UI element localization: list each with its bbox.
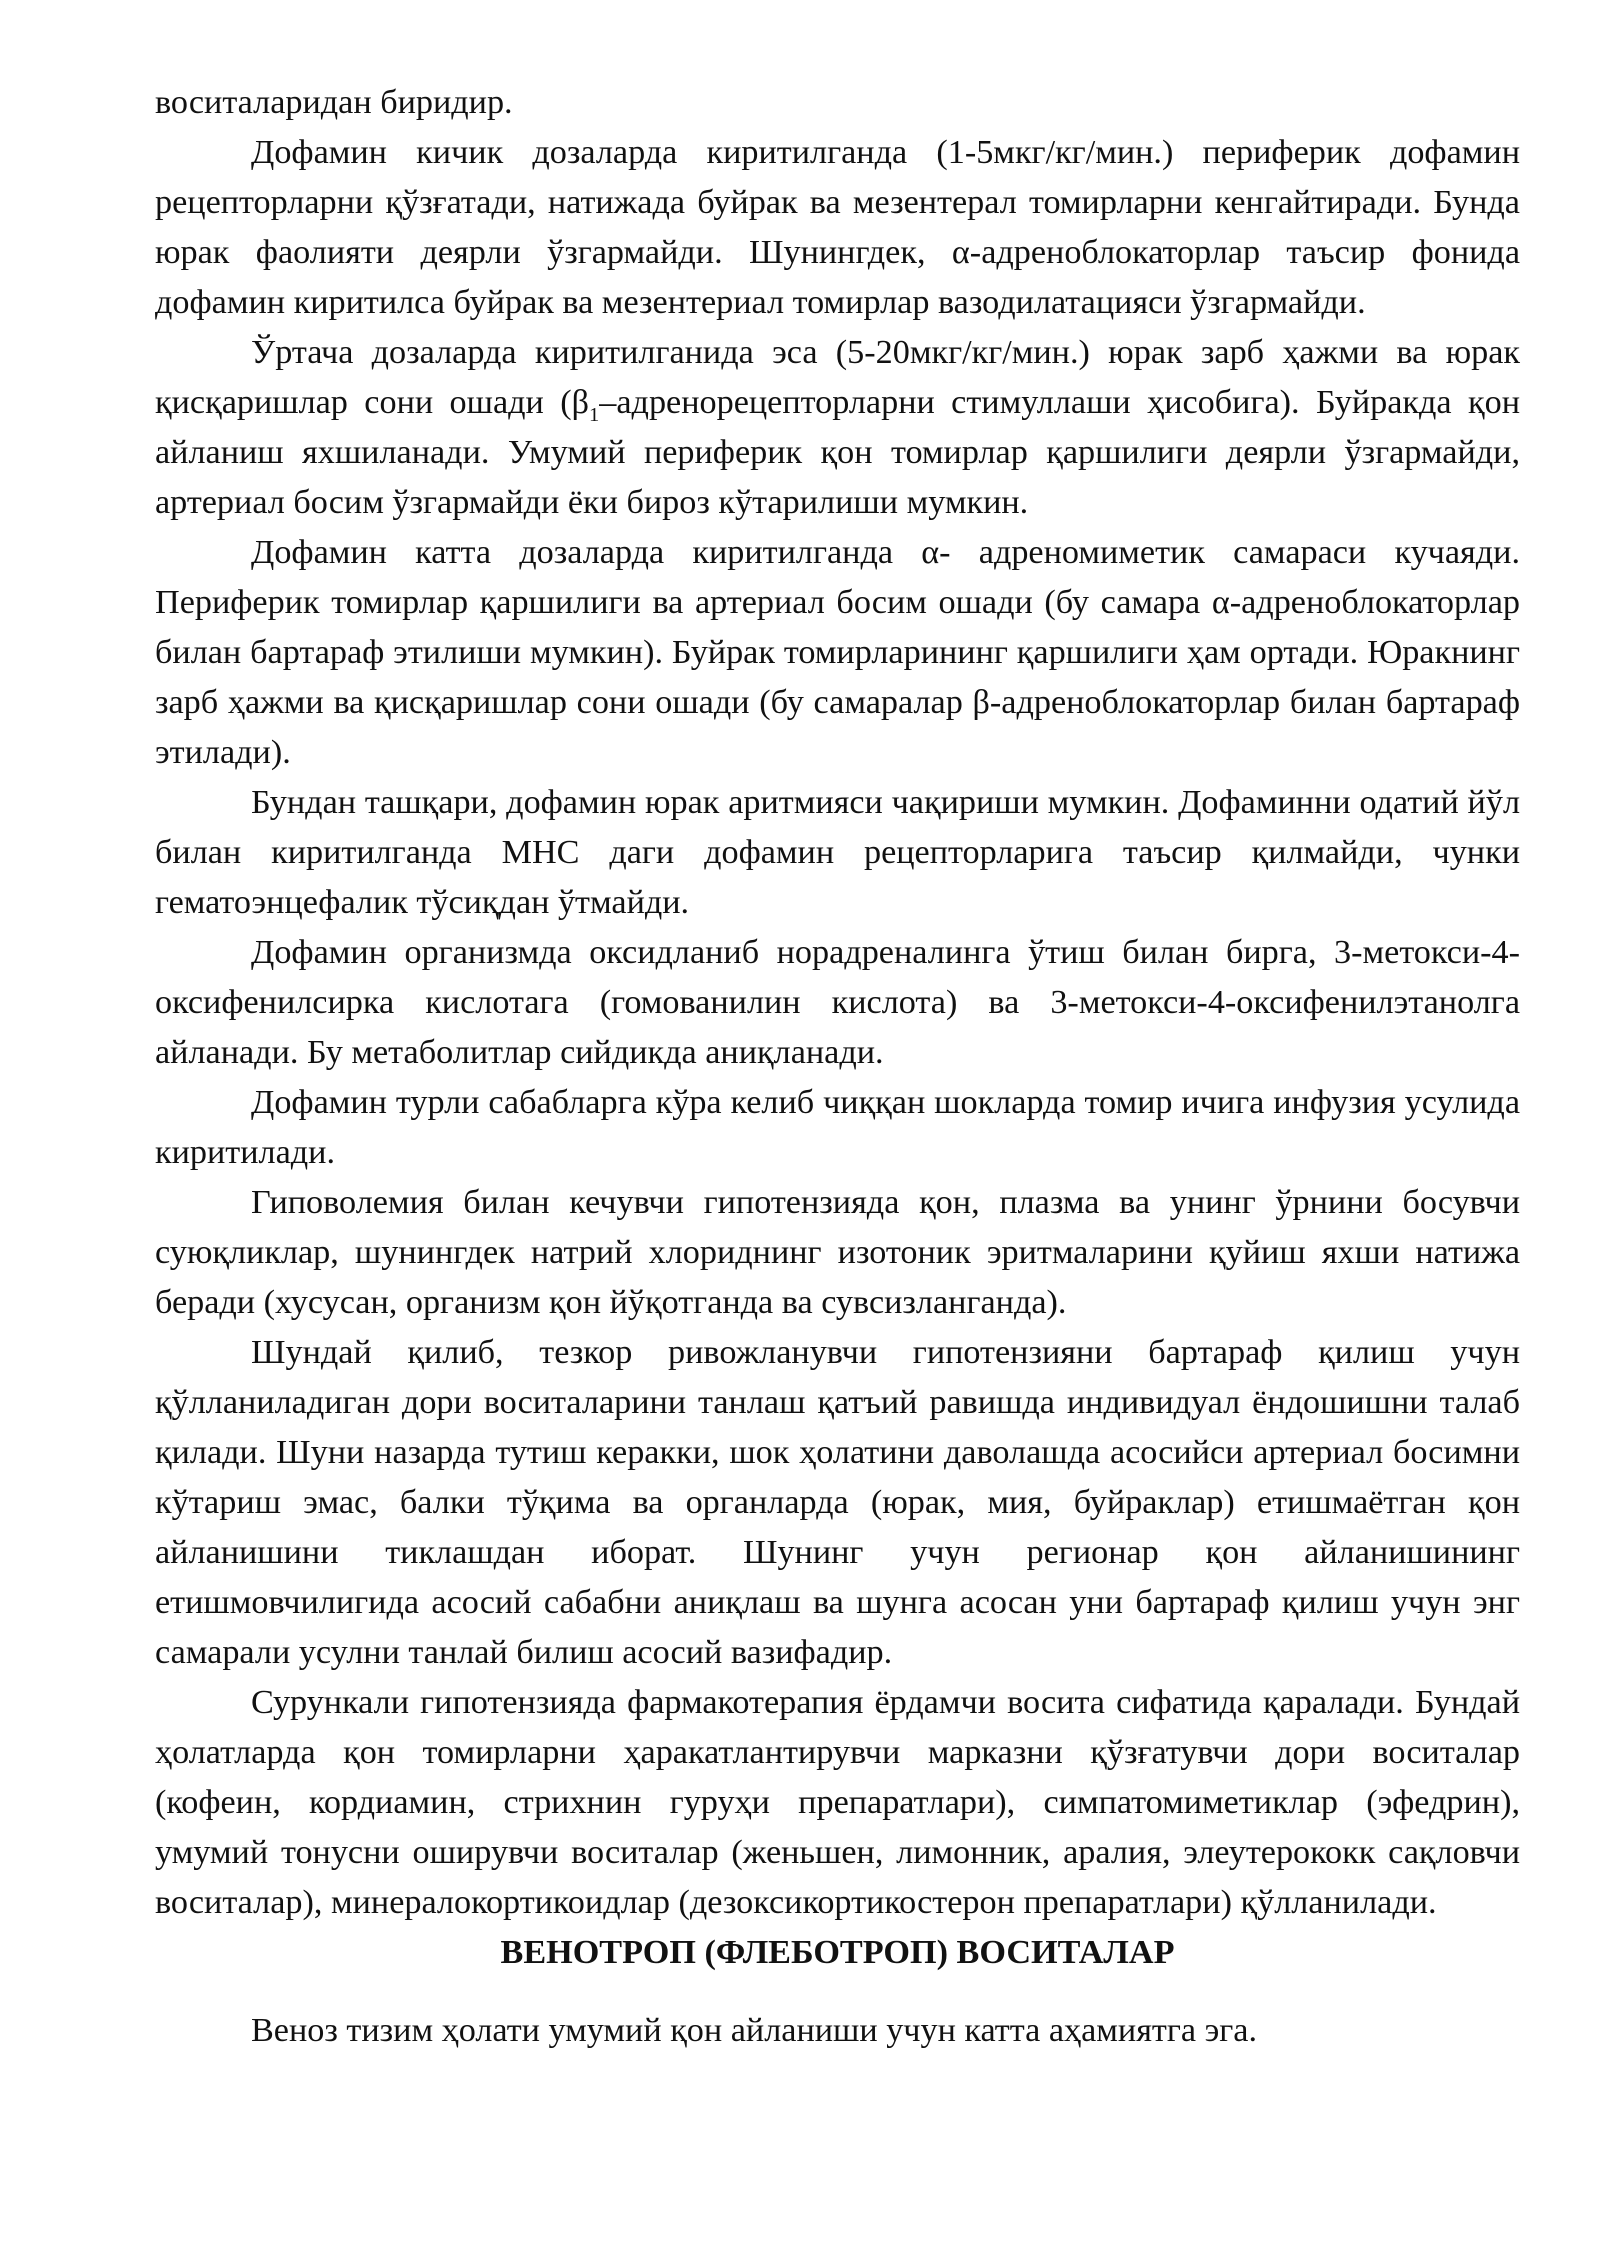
paragraph-9: Шундай қилиб, тезкор ривожланувчи гипотензияни бартараф қилиш учун қўлланиладиган дори воситаларини танлаш қатъий равишда индивидуал ёндошишни талаб қилади. Шуни назарда тутиш керакки, шок ҳолатини даволашда асосийси артериал босимни кўтариш эмас, балки тўқима ва органларда (юрак, мия, буйраклар) етишмаётган қон айланишини тиклашдан иборат. Шунинг учун регионар қон айланишининг етишмовчилигида асосий сабабни аниқлаш ва шунга асосан уни бартараф қилиш учун энг самарали усулни танлай билиш асосий вазифадир. (155, 1334, 1520, 1671)
paragraph-3-text-b: –адренорецепторларни стимуллаши ҳисобига). Буйракда қон айланиш яхшиланади. Умумий периферик қон томирлар қаршилиги деярли ўзгармайди, артериал босим ўзгармайди ёки бироз кўтарилиши мумкин. (155, 384, 1520, 521)
document-page (155, 78, 1520, 2056)
beta-subscript: 1 (589, 403, 600, 426)
section-heading: ВЕНОТРОП (ФЛЕБОТРОП) ВОСИТАЛАР (500, 1934, 1175, 1971)
paragraph-1: воситаларидан биридир. (155, 84, 513, 121)
paragraph-11: Веноз тизим ҳолати умумий қон айланиши учун катта аҳамиятга эга. (251, 2012, 1258, 2049)
paragraph-8: Гиповолемия билан кечувчи гипотензияда қон, плазма ва унинг ўрнини босувчи суюқликлар, шунингдек натрий хлориднинг изотоник эритмаларини қуйиш яхши натижа беради (хусусан, организм қон йўқотганда ва сувсизланганда). (155, 1184, 1520, 1321)
paragraph-5: Бундан ташқари, дофамин юрак аритмияси чақириши мумкин. Дофаминни одатий йўл билан киритилганда МНС даги дофамин рецепторларига таъсир қилмайди, чунки гематоэнцефалик тўсиқдан ўтмайди. (155, 784, 1520, 921)
paragraph-4: Дофамин катта дозаларда киритилганда α- адреномиметик самараси кучаяди. Периферик томирлар қаршилиги ва артериал босим ошади (бу самара α-адреноблокаторлар билан бартараф этилиши мумкин). Буйрак томирларининг қаршилиги ҳам ортади. Юракнинг зарб ҳажми ва қисқаришлар сони ошади (бу самаралар β-адреноблокаторлар билан бартараф этилади). (155, 534, 1520, 771)
paragraph-2: Дофамин кичик дозаларда киритилганда (1-5мкг/кг/мин.) периферик дофамин рецепторларни қўзғатади, натижада буйрак ва мезентерал томирларни кенгайтиради. Бунда юрак фаолияти деярли ўзгармайди. Шунингдек, α-адреноблокаторлар таъсир фонида дофамин киритилса буйрак ва мезентериал томирлар вазодилатацияси ўзгармайди. (155, 134, 1520, 321)
paragraph-3 (155, 328, 1520, 528)
paragraph-6: Дофамин организмда оксидланиб норадреналинга ўтиш билан бирга, 3-метокси-4-оксифенилсирка кислотага (гомованилин кислота) ва 3-метокси-4-оксифенилэтанолга айланади. Бу метаболитлар сийдикда аниқланади. (155, 934, 1520, 1071)
paragraph-7: Дофамин турли сабабларга кўра келиб чиққан шокларда томир ичига инфузия усулида киритилади. (155, 1084, 1520, 1171)
paragraph-3-text-a: Ўртача дозаларда киритилганида эса (5-20мкг/кг/мин.) юрак зарб ҳажми ва юрак қисқаришлар сони ошади (β (155, 334, 1520, 421)
paragraph-10: Сурункали гипотензияда фармакотерапия ёрдамчи восита сифатида қаралади. Бундай ҳолатларда қон томирларни ҳаракатлантирувчи марказни қўзғатувчи дори воситалар (кофеин, кордиамин, стрихнин гуруҳи препаратлари), симпатомиметиклар (эфедрин), умумий тонусни оширувчи воситалар (женьшен, лимонник, аралия, элеутерококк сақловчи воситалар), минералокортикоидлар (дезоксикортикостерон препаратлари) қўлланилади. (155, 1684, 1520, 1921)
